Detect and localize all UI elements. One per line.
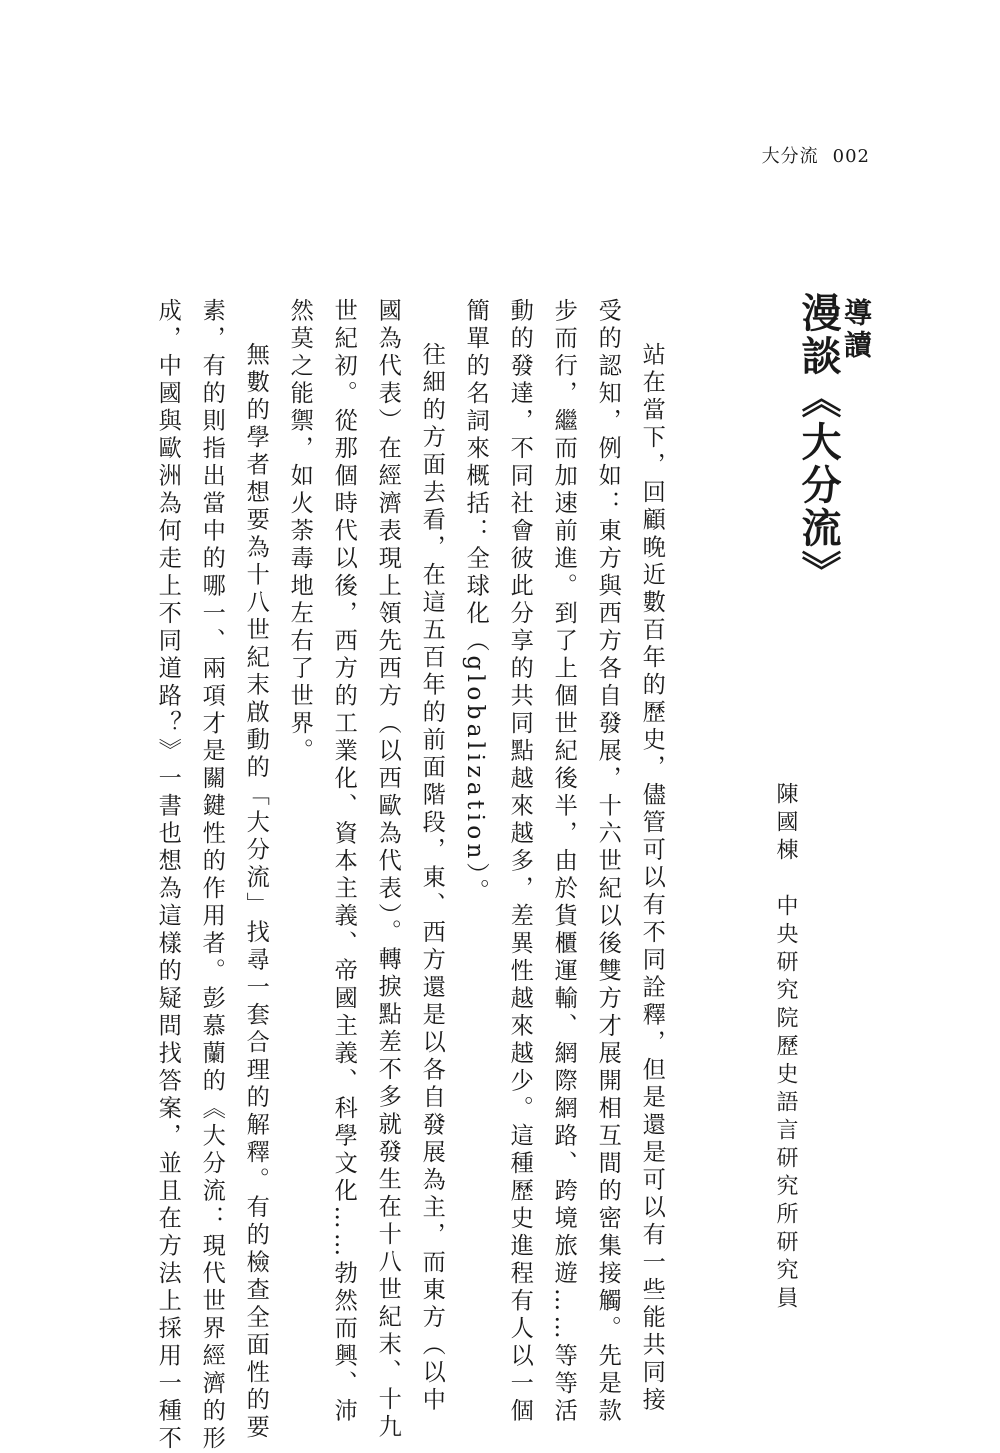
body-line: 世紀初。從那個時代以後，西方的工業化、資本主義、帝國主義、科學文化……勃然而興、沛 [330, 298, 358, 1426]
body-line: 簡單的名詞來概括：全球化（globalization）。 [462, 298, 490, 907]
body-line: 然莫之能禦，如火荼毒地左右了世界。 [286, 298, 314, 766]
body-line: 步而行，繼而加速前進。到了上個世紀後半，由於貨櫃運輸、網際網路、跨境旅遊……等等活 [550, 298, 578, 1426]
body-line: 無數的學者想要為十八世紀末啟動的「大分流」找尋一套合理的解釋。有的檢查全面性的要 [242, 342, 270, 1442]
body-line: 站在當下，回顧晚近數百年的歷史，儘管可以有不同詮釋，但是還是可以有一些能共同接 [638, 342, 666, 1415]
body-line: 國為代表）在經濟表現上領先西方（以西歐為代表）。轉捩點差不多就發生在十八世紀末、十九 [374, 298, 402, 1442]
body-line: 素，有的則指出當中的哪一、兩項才是關鍵性的作用者。彭慕蘭的《大分流：現代世界經濟的形 [198, 298, 226, 1453]
page-number: 002 [832, 146, 870, 167]
body-line: 動的發達，不同社會彼此分享的共同點越來越多，差異性越來越少。這種歷史進程有人以一個 [506, 298, 534, 1426]
body-line: 受的認知，例如：東方與西方各自發展，十六世紀以後雙方才展開相互間的密集接觸。先是款 [594, 298, 622, 1426]
body-line: 成，中國與歐洲為何走上不同道路？》一書也想為這樣的疑問找答案，並且在方法上採用一種不 [154, 298, 182, 1453]
running-head [762, 142, 870, 168]
running-head-title: 大分流 [761, 146, 819, 167]
author-byline: 陳國棟 中央研究院歷史語言研究所研究員 [773, 782, 798, 1314]
body-line: 往細的方面去看，在這五百年的前面階段，東、西方還是以各自發展為主，而東方（以中 [418, 342, 446, 1415]
section-label: 導讀 [840, 298, 873, 362]
article-title: 漫談《大分流》 [795, 292, 842, 593]
